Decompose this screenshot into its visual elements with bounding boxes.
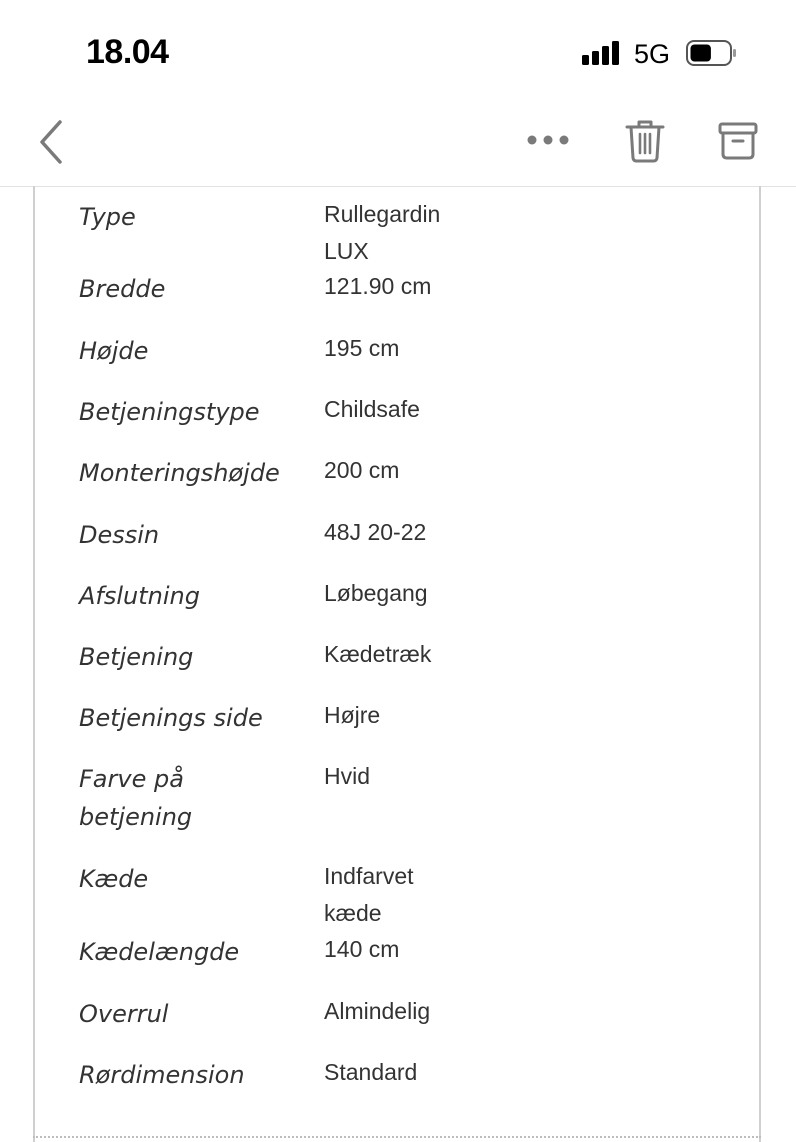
spec-value: Kædetræk xyxy=(324,641,432,667)
spec-value: Rullegardin LUX xyxy=(324,201,441,264)
spec-label: Overrul xyxy=(79,1000,169,1028)
spec-row xyxy=(79,636,679,697)
spec-row xyxy=(79,268,679,330)
archive-button[interactable] xyxy=(718,121,760,161)
spec-value: 200 cm xyxy=(324,457,400,483)
spec-row xyxy=(79,758,679,858)
dotted-separator xyxy=(33,1136,761,1138)
spec-value: 121.90 cm xyxy=(324,273,432,299)
spec-label: Højde xyxy=(79,337,149,365)
spec-label: Farve på betjening xyxy=(79,765,193,831)
cellular-signal-icon xyxy=(582,41,622,65)
spec-row xyxy=(79,858,679,931)
back-button[interactable] xyxy=(34,118,70,166)
spec-value: Standard xyxy=(324,1059,418,1085)
spec-label: Betjening xyxy=(79,643,194,671)
spec-value: 195 cm xyxy=(324,335,400,361)
spec-row xyxy=(79,452,679,514)
spec-value: Almindelig xyxy=(324,998,431,1024)
spec-row xyxy=(79,697,679,758)
more-horizontal-icon xyxy=(524,130,572,150)
spec-value: Indfarvet kæde xyxy=(324,863,414,926)
spec-label: Betjenings side xyxy=(79,704,263,732)
mail-toolbar xyxy=(0,100,796,187)
spec-label: Kædelængde xyxy=(79,938,240,966)
product-spec-table xyxy=(79,196,679,1115)
spec-row xyxy=(79,993,679,1054)
spec-value: 140 cm xyxy=(324,936,400,962)
spec-row xyxy=(79,1054,679,1115)
battery-icon xyxy=(686,39,738,67)
spec-value: Childsafe xyxy=(324,396,420,422)
spec-label: Type xyxy=(79,203,136,231)
spec-label: Rørdimension xyxy=(79,1061,245,1089)
spec-label: Dessin xyxy=(79,521,160,549)
spec-label: Monteringshøjde xyxy=(79,459,280,487)
chevron-left-icon xyxy=(34,118,70,166)
spec-row xyxy=(79,330,679,391)
spec-row xyxy=(79,196,679,268)
spec-value: Højre xyxy=(324,702,381,728)
spec-label: Betjeningstype xyxy=(79,398,260,426)
spec-value: Hvid xyxy=(324,763,371,789)
spec-row xyxy=(79,931,679,993)
archive-box-icon xyxy=(718,121,760,161)
spec-value: Løbegang xyxy=(324,580,428,606)
spec-label: Afslutning xyxy=(79,582,200,610)
status-time: 18.04 xyxy=(86,33,169,71)
more-button[interactable] xyxy=(524,130,572,150)
spec-label: Kæde xyxy=(79,865,149,893)
status-bar xyxy=(0,0,796,100)
spec-row xyxy=(79,514,679,575)
trash-icon xyxy=(624,118,666,164)
spec-label: Bredde xyxy=(79,275,166,303)
spec-row xyxy=(79,575,679,636)
delete-button[interactable] xyxy=(624,118,666,164)
network-type-label: 5G xyxy=(634,39,671,69)
spec-row xyxy=(79,391,679,452)
spec-value: 48J 20-22 xyxy=(324,519,427,545)
